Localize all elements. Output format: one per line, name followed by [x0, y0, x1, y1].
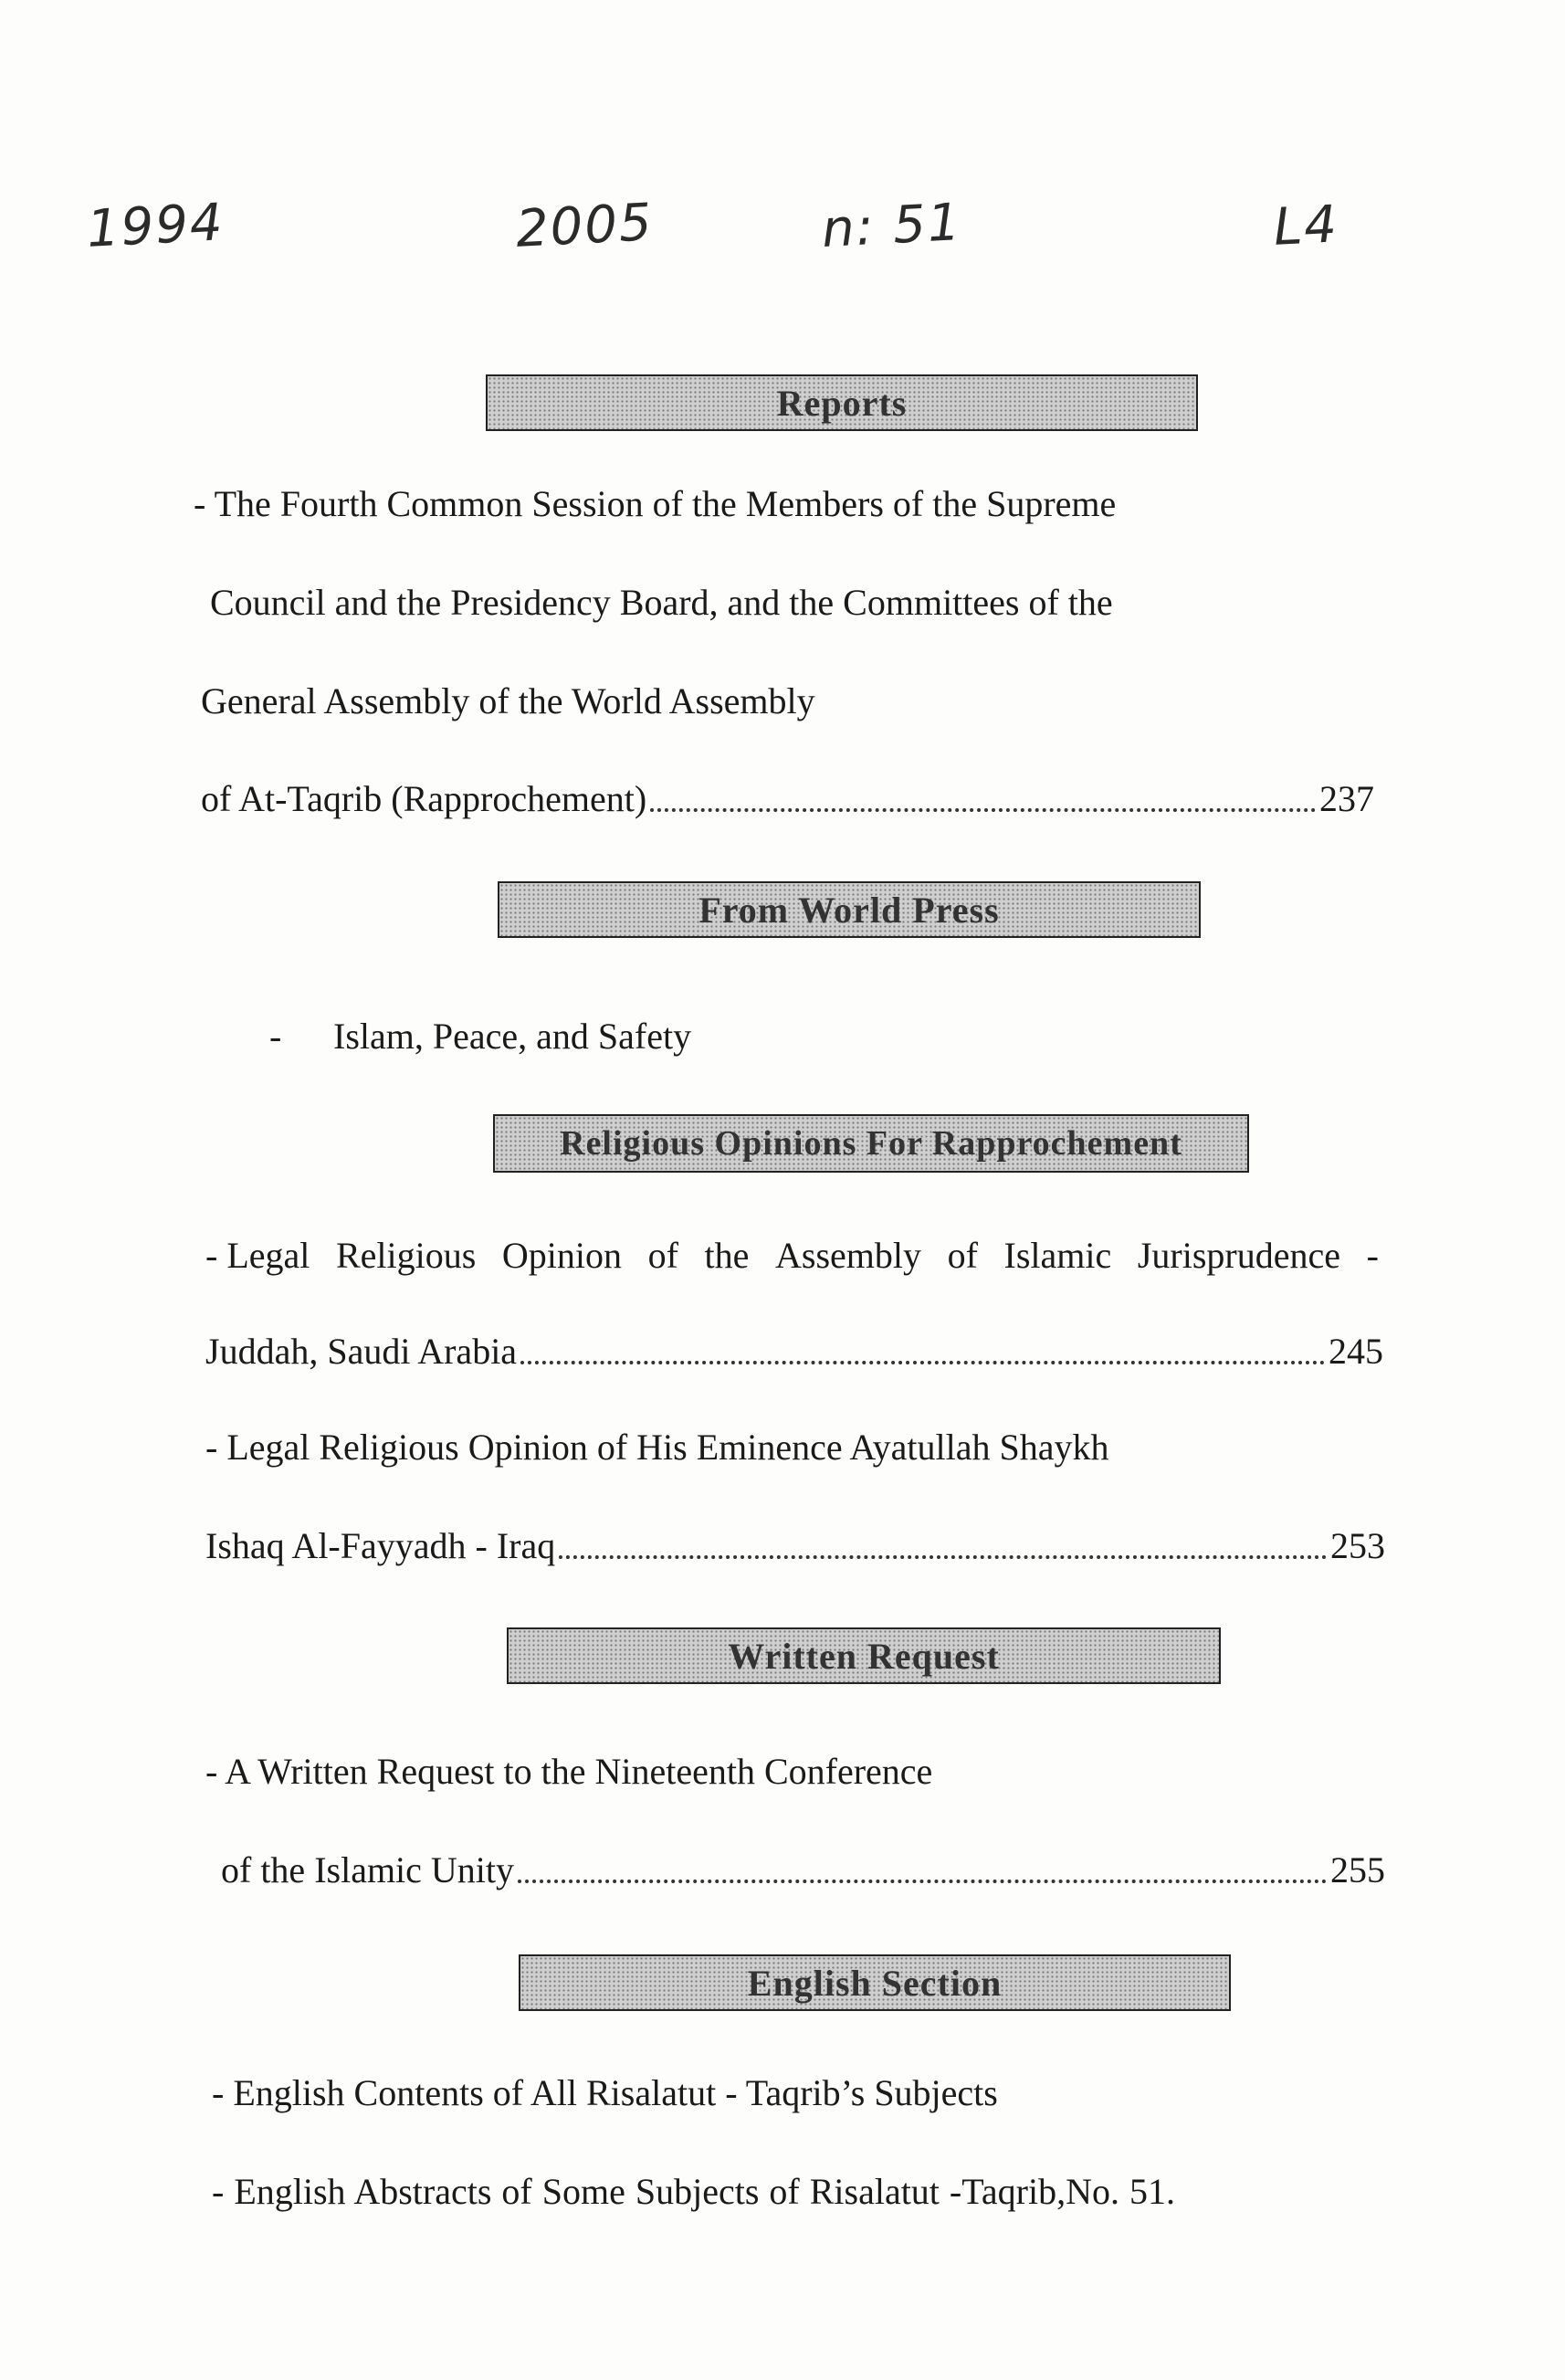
reports-item-page: 237	[1319, 778, 1374, 819]
religious-item-1-text: Juddah, Saudi Arabia	[205, 1331, 518, 1372]
dot-leader	[559, 1555, 1327, 1559]
handwritten-mark-year: 1994	[85, 193, 226, 259]
section-header-english-section: English Section	[519, 1954, 1231, 2011]
written-request-line-1: - A Written Request to the Nineteenth Conference	[205, 1751, 933, 1792]
religious-item-2-line-2	[205, 1525, 1385, 1566]
section-header-written-request: Written Request	[507, 1627, 1221, 1684]
word: of	[647, 1235, 678, 1276]
written-request-text: of the Islamic Unity	[221, 1849, 515, 1890]
religious-item-2-line-1: - Legal Religious Opinion of His Eminence Ayatullah Shaykh	[205, 1427, 1109, 1468]
handwritten-mark-code: L4	[1272, 195, 1340, 258]
english-section-item-1: - English Contents of All Risalatut - Taqrib’s Subjects	[212, 2072, 998, 2113]
dot-leader	[520, 1361, 1325, 1364]
written-request-page: 255	[1330, 1849, 1385, 1890]
word: Opinion	[501, 1235, 623, 1276]
word: Islamic	[1003, 1235, 1112, 1276]
word: Religious	[335, 1235, 477, 1276]
section-header-world-press: From World Press	[498, 881, 1201, 938]
section-header-religious-opinions: Religious Opinions For Rapprochement	[493, 1114, 1249, 1173]
word: Jurisprudence	[1137, 1235, 1341, 1276]
word: of	[947, 1235, 978, 1276]
written-request-line-2	[221, 1849, 1385, 1890]
world-press-dash: -	[269, 1016, 282, 1057]
reports-item-line-4	[201, 778, 1374, 819]
word: the	[704, 1235, 750, 1276]
dot-leader	[518, 1880, 1327, 1883]
dot-leader	[650, 808, 1316, 812]
word: Assembly	[775, 1235, 922, 1276]
world-press-item: Islam, Peace, and Safety	[333, 1016, 692, 1057]
word: - Legal	[205, 1235, 310, 1276]
religious-item-1-page: 245	[1329, 1331, 1383, 1372]
reports-item-line-3: General Assembly of the World Assembly	[201, 680, 815, 721]
word: -	[1366, 1235, 1379, 1276]
english-section-item-2: - English Abstracts of Some Subjects of Risalatut -Taqrib,No. 51.	[212, 2171, 1175, 2212]
reports-item-line-2: Council and the Presidency Board, and the Committees of the	[210, 582, 1113, 623]
reports-item-text: of At-Taqrib (Rapprochement)	[201, 778, 647, 819]
handwritten-mark-issue: n: 51	[820, 193, 964, 259]
handwritten-mark-number: 2005	[514, 193, 656, 259]
religious-item-1-line-1	[205, 1237, 1379, 1274]
religious-item-1-line-2	[205, 1333, 1383, 1370]
reports-item-line-1: - The Fourth Common Session of the Members of the Supreme	[194, 483, 1117, 524]
section-header-reports: Reports	[486, 374, 1198, 431]
religious-item-2-page: 253	[1330, 1525, 1385, 1566]
religious-item-2-text: Ishaq Al-Fayyadh - Iraq	[205, 1525, 556, 1566]
